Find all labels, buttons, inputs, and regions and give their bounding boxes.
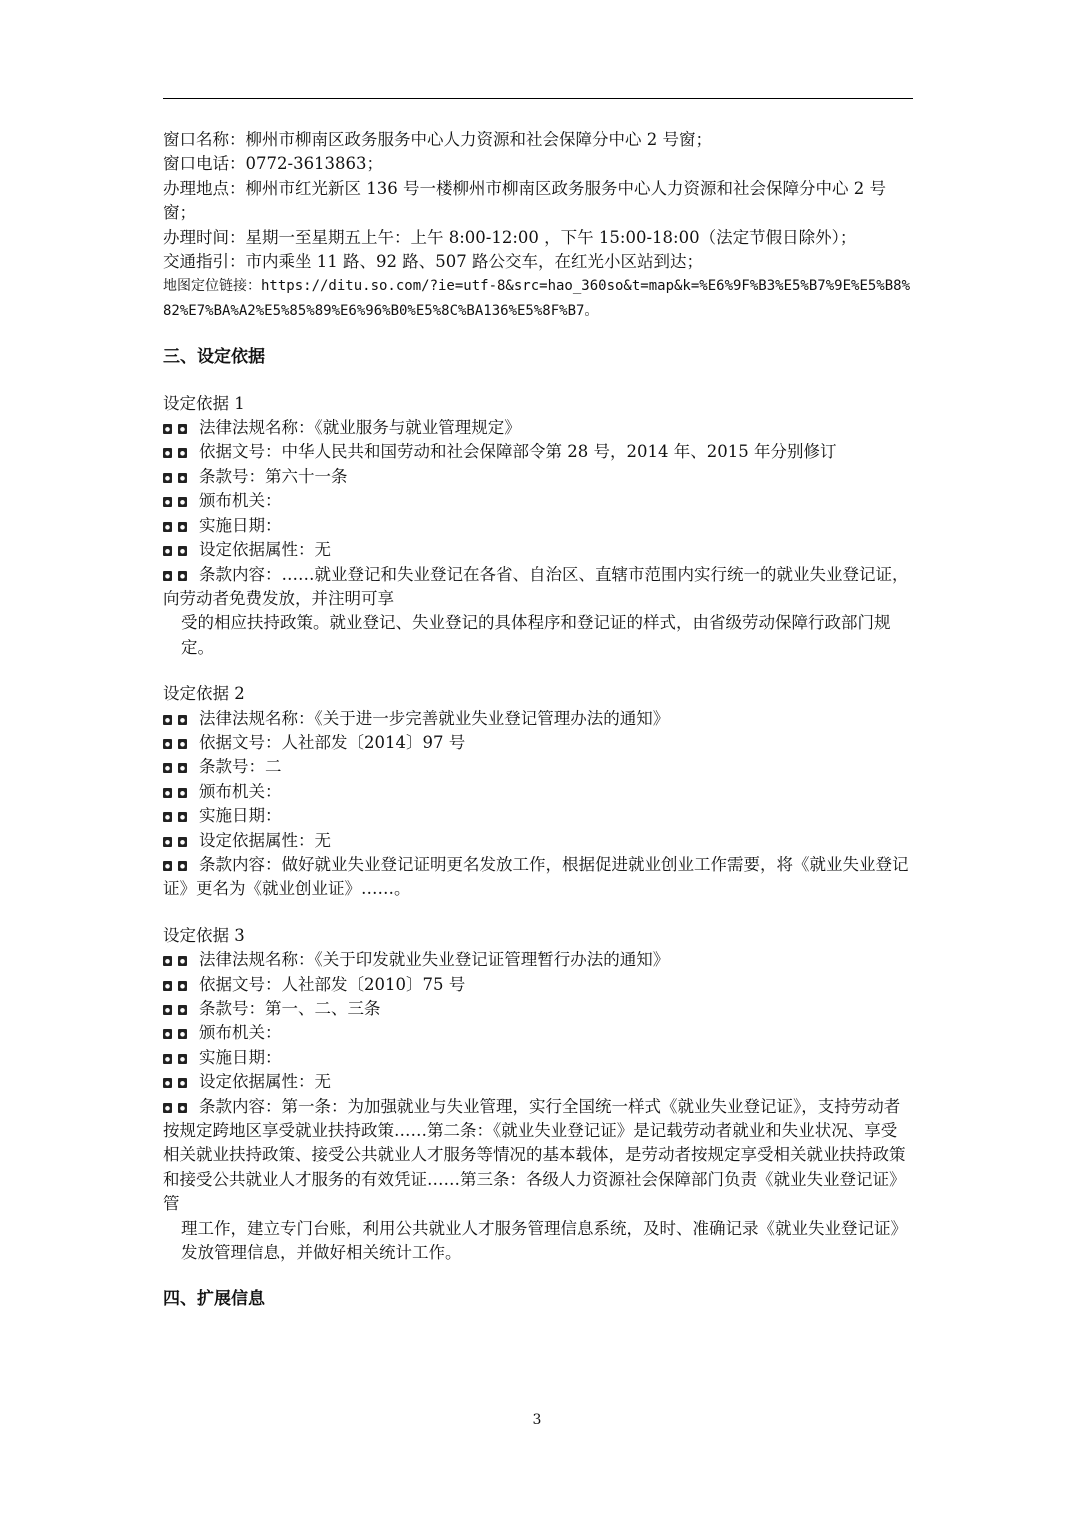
bullet-icon — [163, 1021, 193, 1045]
bullet-icon — [163, 997, 193, 1021]
basis-item — [163, 780, 913, 804]
basis-item — [163, 997, 913, 1021]
section3-heading: 三、设定依据 — [163, 347, 265, 368]
basis-continuation: 理工作，建立专门台账，利用公共就业人才服务管理信息系统，及时、准确记录《就业失业登记证》发放管理信息，并做好相关统计工作。 — [181, 1218, 907, 1263]
basis-item-text: 依据文号：人社部发〔2010〕75 号 — [199, 974, 466, 994]
office-address: 办理地点：柳州市红光新区 136 号一楼柳州市柳南区政务服务中心人力资源和社会保障分中心 2 号窗； — [163, 178, 886, 223]
basis-item — [163, 1021, 913, 1045]
basis-item-text: 设定依据属性：无 — [199, 830, 331, 850]
basis-item — [163, 1070, 913, 1094]
basis-item-text: 设定依据属性：无 — [199, 540, 331, 560]
bullet-icon — [163, 440, 193, 464]
basis-item-text: 依据文号：人社部发〔2014〕97 号 — [199, 732, 466, 752]
basis-item — [163, 440, 913, 464]
basis-item-text: 法律法规名称：《关于印发就业失业登记证管理暂行办法的通知》 — [199, 950, 670, 970]
bullet-icon — [163, 1070, 193, 1094]
basis-item-text: 实施日期： — [199, 515, 282, 535]
basis-item-text: 颁布机关： — [199, 491, 282, 511]
basis-item-text: 颁布机关： — [199, 781, 282, 801]
window-name: 窗口名称：柳州市柳南区政务服务中心人力资源和社会保障分中心 2 号窗； — [163, 130, 712, 149]
basis-item-text: 条款内容：……就业登记和失业登记在各省、自治区、直辖市范围内实行统一的就业失业登记证，向劳动者免费发放，并注明可享 — [163, 564, 909, 608]
basis-item-text: 条款内容：做好就业失业登记证明更名发放工作，根据促进就业创业工作需要，将《就业失业登记证》更名为《就业创业证》……。 — [163, 854, 909, 899]
basis-item-text: 条款内容：第一条：为加强就业与失业管理，实行全国统一样式《就业失业登记证》，支持劳动者按规定跨地区享受就业扶持政策……第二条：《就业失业登记证》是记载劳动者就业和失业状况、享受相关就业扶持政策、接受公共就业人才服务等情况的基本载体，是劳动者按规定享受相关就业扶持政策和接受公共就业人才服务的有效凭证……第三条：各级人力资源社会保障部门负责《就业失业登记证》管 — [163, 1096, 906, 1214]
basis-item-text: 颁布机关： — [199, 1023, 282, 1043]
bullet-icon — [163, 853, 193, 877]
basis-title: 设定依据 3 — [163, 925, 245, 945]
bullet-icon — [163, 465, 193, 489]
basis-item — [163, 731, 913, 755]
window-info — [163, 128, 913, 323]
basis-item-text: 设定依据属性：无 — [199, 1072, 331, 1092]
basis-item — [163, 853, 913, 902]
basis-item-text: 实施日期： — [199, 1047, 282, 1067]
basis-item-text: 条款号：第一、二、三条 — [199, 999, 381, 1018]
basis-item — [163, 804, 913, 828]
basis-item-text: 依据文号：中华人民共和国劳动和社会保障部令第 28 号，2014 年、2015 年分别修订 — [199, 442, 837, 462]
bullet-icon — [163, 731, 193, 755]
basis-item — [163, 538, 913, 562]
bullet-icon — [163, 780, 193, 804]
bullet-icon — [163, 973, 193, 997]
basis-item — [163, 514, 913, 538]
basis-block — [163, 392, 913, 660]
basis-continuation: 受的相应扶持政策。就业登记、失业登记的具体程序和登记证的样式，由省级劳动保障行政部门规定。 — [181, 613, 891, 657]
basis-item — [163, 1046, 913, 1070]
basis-block — [163, 924, 913, 1266]
bullet-icon — [163, 514, 193, 538]
bullet-icon — [163, 829, 193, 853]
map-link[interactable]: 地图定位链接：https://ditu.so.com/?ie=utf-8&src=hao_360so&t=map&k=%E6%9F%B3%E5%B7%9E%E5%B8%82%E7%BA%A2%E5%85%89%E6%96%B0%E5%8C%BA136%E5%8F%B7。 — [163, 278, 911, 319]
basis-item — [163, 1095, 913, 1217]
basis-item-text: 法律法规名称：《关于进一步完善就业失业登记管理办法的通知》 — [199, 708, 670, 728]
bullet-icon — [163, 1095, 193, 1119]
window-phone: 窗口电话：0772-3613863； — [163, 154, 384, 174]
office-hours: 办理时间：星期一至星期五上午：上午 8:00-12:00 ，下午 15:00-18:00（法定节假日除外）； — [163, 227, 857, 247]
bullet-icon — [163, 804, 193, 828]
bullet-icon — [163, 707, 193, 731]
bullet-icon — [163, 489, 193, 513]
basis-item — [163, 489, 913, 513]
basis-title: 设定依据 1 — [163, 393, 245, 413]
basis-item — [163, 755, 913, 779]
bullet-icon — [163, 948, 193, 972]
basis-item-text: 条款号：第六十一条 — [199, 466, 348, 486]
bullet-icon — [163, 563, 193, 587]
basis-item — [163, 416, 913, 440]
bullet-icon — [163, 416, 193, 440]
basis-item — [163, 707, 913, 731]
basis-item — [163, 973, 913, 997]
bullet-icon — [163, 1046, 193, 1070]
basis-item — [163, 465, 913, 489]
header-rule — [163, 98, 913, 99]
basis-item-text: 条款号：二 — [199, 757, 282, 777]
basis-list — [163, 392, 913, 1266]
page-number: 3 — [532, 1412, 542, 1428]
basis-item — [163, 563, 913, 612]
document-body — [163, 128, 913, 1334]
basis-item — [163, 829, 913, 853]
basis-block — [163, 682, 913, 902]
basis-title: 设定依据 2 — [163, 684, 245, 704]
basis-item-text: 实施日期： — [199, 806, 282, 826]
section4-heading: 四、扩展信息 — [163, 1289, 265, 1310]
basis-item-text: 法律法规名称：《就业服务与就业管理规定》 — [199, 418, 521, 438]
bullet-icon — [163, 538, 193, 562]
basis-item — [163, 948, 913, 972]
bullet-icon — [163, 755, 193, 779]
transport-guide: 交通指引：市内乘坐 11 路、92 路、507 路公交车，在红光小区站到达； — [163, 252, 703, 272]
